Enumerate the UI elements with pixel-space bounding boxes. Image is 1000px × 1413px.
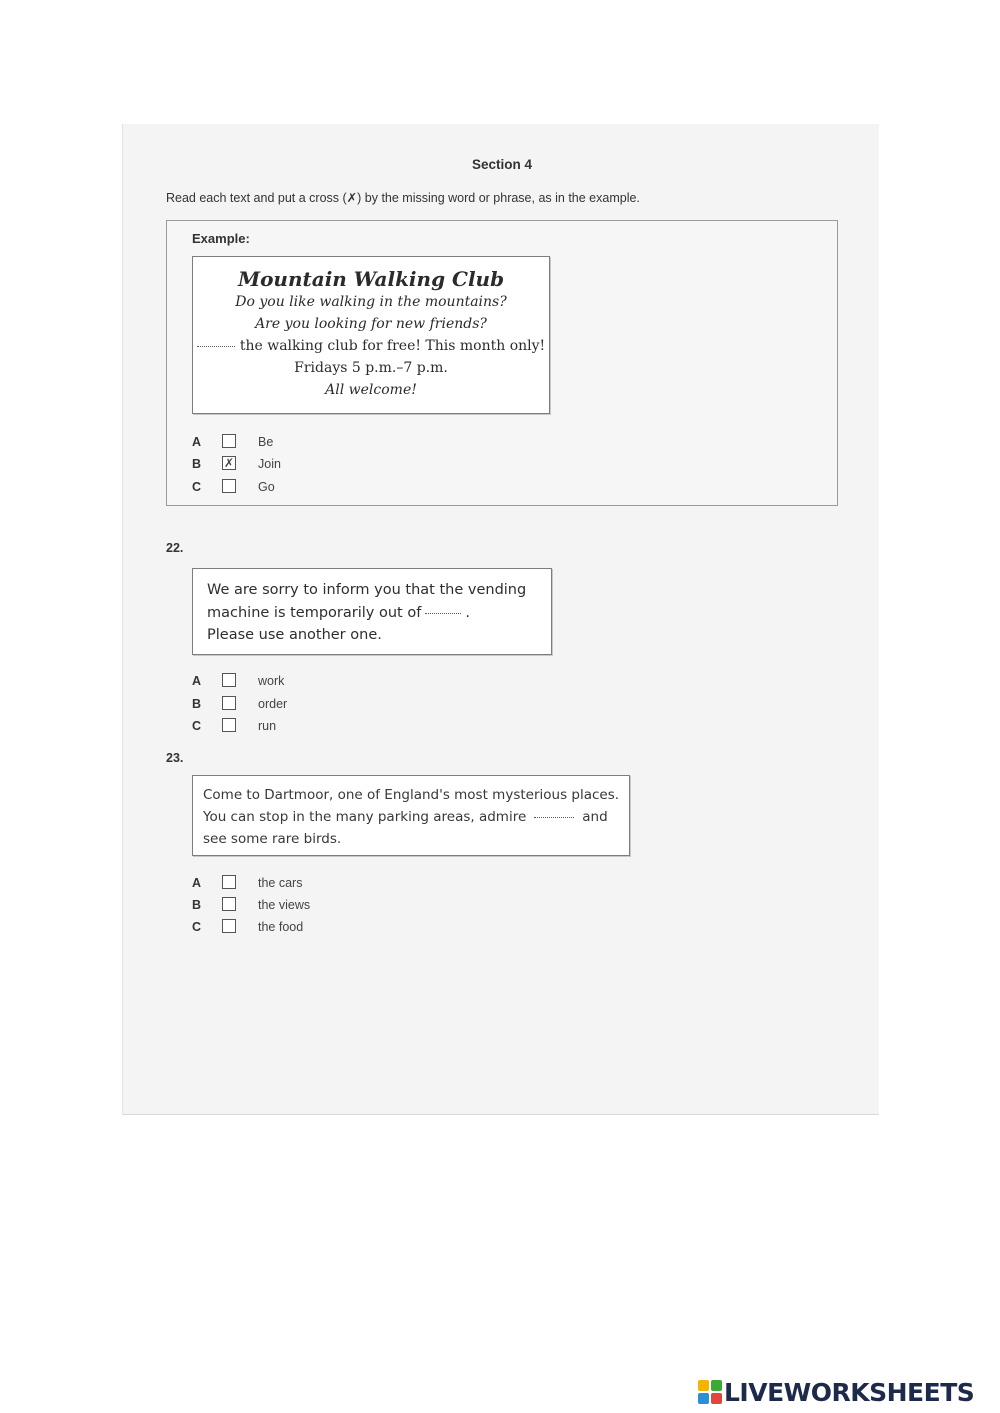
notice-line-text: and xyxy=(582,809,608,825)
q23-notice xyxy=(192,775,630,856)
option-checkbox[interactable] xyxy=(222,897,236,911)
option-text: Go xyxy=(258,480,275,494)
option-letter: C xyxy=(192,719,202,733)
option-checkbox xyxy=(222,434,236,448)
question-number-22: 22. xyxy=(166,541,184,555)
option-text: Be xyxy=(258,435,274,449)
question-number-23: 23. xyxy=(166,751,184,765)
option-checkbox xyxy=(222,479,236,493)
option-checkbox[interactable] xyxy=(222,696,236,710)
notice-line xyxy=(203,806,629,828)
example-label: Example: xyxy=(192,231,250,246)
notice-line: Come to Dartmoor, one of England's most mysterious places. xyxy=(203,787,620,803)
instructions: Read each text and put a cross (✗) by the missing word or phrase, as in the example. xyxy=(166,191,640,205)
notice-line: see some rare birds. xyxy=(203,831,342,847)
section-title: Section 4 xyxy=(472,157,533,172)
example-notice xyxy=(192,256,550,414)
option-letter: A xyxy=(192,876,202,890)
notice-line: Please use another one. xyxy=(207,627,382,643)
option-text: Join xyxy=(258,457,281,471)
option-text: work xyxy=(258,674,285,688)
notice-line xyxy=(207,602,551,625)
notice-line: We are sorry to inform you that the vending xyxy=(207,582,527,598)
notice-line: Fridays 5 p.m.–7 p.m. xyxy=(294,360,448,376)
q22-notice xyxy=(192,568,552,655)
option-letter: C xyxy=(192,920,202,934)
option-checkbox[interactable] xyxy=(222,673,236,687)
notice-line-text: . xyxy=(465,604,470,621)
notice-line: All welcome! xyxy=(325,382,417,398)
option-text: order xyxy=(258,697,288,711)
option-letter: B xyxy=(192,697,202,711)
notice-line xyxy=(193,335,549,357)
option-letter: B xyxy=(192,898,202,912)
option-text: the views xyxy=(258,898,311,912)
option-text: the food xyxy=(258,920,304,934)
notice-line: Do you like walking in the mountains? xyxy=(235,294,507,310)
option-checkbox[interactable] xyxy=(222,718,236,732)
option-checkbox[interactable] xyxy=(222,875,236,889)
answer-gap[interactable] xyxy=(534,817,574,818)
notice-line: Are you looking for new friends? xyxy=(255,316,487,332)
answer-gap[interactable] xyxy=(425,613,461,614)
notice-line-text: You can stop in the many parking areas, admire xyxy=(203,809,527,825)
option-letter: A xyxy=(192,435,202,449)
notice-line-text: the walking club for free! This month only! xyxy=(239,338,546,354)
liveworksheets-logo-icon xyxy=(698,1380,722,1404)
option-text: run xyxy=(258,719,277,733)
option-checkbox-crossed: ✗ xyxy=(223,456,235,470)
option-letter: C xyxy=(192,480,202,494)
brand-name: LIVEWORKSHEETS xyxy=(724,1378,975,1407)
notice-line-text: machine is temporarily out of xyxy=(207,604,422,621)
answer-gap xyxy=(197,346,235,347)
option-letter: B xyxy=(192,457,202,471)
option-checkbox[interactable] xyxy=(222,919,236,933)
notice-title: Mountain Walking Club xyxy=(237,267,505,291)
option-text: the cars xyxy=(258,876,303,890)
option-letter: A xyxy=(192,674,202,688)
